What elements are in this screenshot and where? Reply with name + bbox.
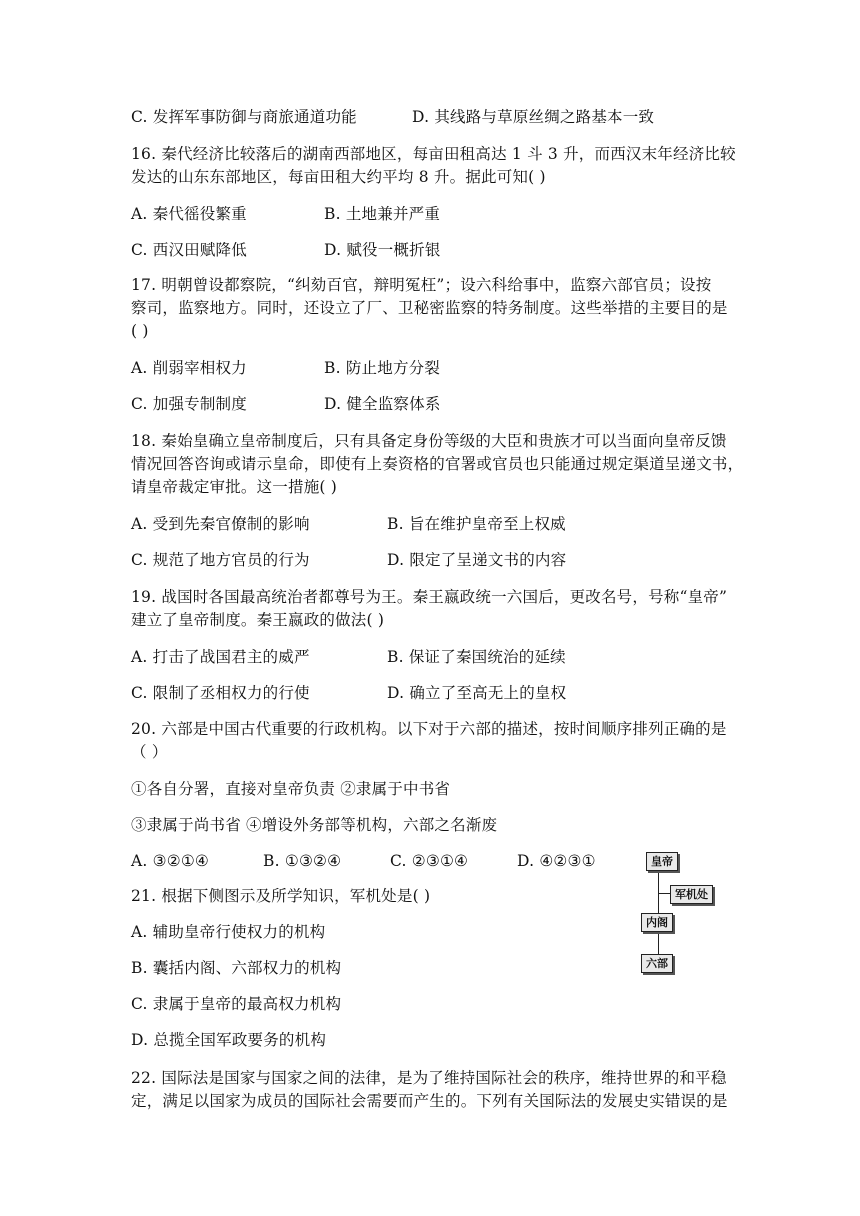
q21-option-c: C. 隶属于皇帝的最高权力机构 [131,995,342,1013]
q20-option-a: A. ③②①④ [131,852,210,870]
emperor-box: 皇帝 [646,852,678,871]
q21-option-b: B. 囊括内阁、六部权力的机构 [131,959,342,977]
q20-option-c: C. ②③①④ [390,852,469,870]
q18-option-a: A. 受到先秦官僚制的影响 [131,515,310,533]
q19-option-a: A. 打击了战国君主的威严 [131,648,310,666]
q16-option-c: C. 西汉田赋降低 [131,241,247,259]
neige-box: 内阁 [641,913,673,932]
q20-item-line2: ③隶属于尚书省 ④增设外务部等机构，六部之名渐废 [131,816,498,834]
q18-option-d: D. 限定了呈递文书的内容 [387,551,567,569]
q19-option-b: B. 保证了秦国统治的延续 [387,648,566,666]
q19-option-d: D. 确立了至高无上的皇权 [387,684,567,702]
q21-option-d: D. 总揽全国军政要务的机构 [131,1031,327,1049]
q18-option-c: C. 规范了地方官员的行为 [131,551,310,569]
q16-option-a: A. 秦代徭役繁重 [131,205,247,223]
q15-option-d: D. 其线路与草原丝绸之路基本一致 [412,108,655,126]
q16-stem-line2: 发达的山东东部地区，每亩田租大约平均 8 升。据此可知( ) [131,168,546,186]
q18-stem-line3: 请皇帝裁定审批。这一措施( ) [131,478,338,496]
q20-option-b: B. ①③②④ [263,852,342,870]
q19-stem-line2: 建立了皇帝制度。秦王嬴政的做法( ) [131,611,385,629]
q21-option-a: A. 辅助皇帝行使权力的机构 [131,923,326,941]
q20-stem-line1: 20. 六部是中国古代重要的行政机构。以下对于六部的描述，按时间顺序排列正确的是 [131,720,727,738]
junjichu-box: 军机处 [670,885,713,904]
q22-stem-line2: 定，满足以国家为成员的国际社会需要而产生的。下列有关国际法的发展史实错误的是 [131,1092,728,1110]
q17-option-b: B. 防止地方分裂 [324,359,441,377]
diagram-main-connector [658,869,659,913]
q21-stem-line1: 21. 根据下侧图示及所学知识，军机处是( ) [131,887,431,905]
q17-stem-line1: 17. 明朝曾设都察院，“纠劾百官，辩明冤枉”；设六科给事中，监察六部官员；设按 [131,276,712,294]
liubu-box: 六部 [641,954,673,973]
q17-option-c: C. 加强专制制度 [131,395,247,413]
diagram-lower-connector [658,932,659,954]
q16-option-d: D. 赋役一概折银 [324,241,441,259]
q16-stem-line1: 16. 秦代经济比较落后的湖南西部地区，每亩田租高达 1 斗 3 升，而西汉末年经济比较 [131,145,736,163]
q22-stem-line1: 22. 国际法是国家与国家之间的法律，是为了维持国际社会的秩序，维持世界的和平稳 [131,1069,727,1087]
q19-option-c: C. 限制了丞相权力的行使 [131,684,310,702]
hierarchy-diagram [636,850,726,980]
q20-stem-line2: （ ） [131,743,168,761]
q16-option-b: B. 土地兼并严重 [324,205,441,223]
q18-stem-line1: 18. 秦始皇确立皇帝制度后，只有具备定身份等级的大臣和贵族才可以当面向皇帝反馈 [131,432,727,450]
q17-stem-line2: 察司，监察地方。同时，还设立了厂、卫秘密监察的特务制度。这些举措的主要目的是 [131,299,728,317]
q20-option-d: D. ④②③① [517,852,596,870]
q17-option-d: D. 健全监察体系 [324,395,441,413]
q18-option-b: B. 旨在维护皇帝至上权威 [387,515,566,533]
q17-stem-line3: ( ) [131,322,149,340]
q15-option-c: C. 发挥军事防御与商旅通道功能 [131,108,357,126]
q18-stem-line2: 情况回答咨询或请示皇命，即使有上奏资格的官署或官员也只能通过规定渠道呈递文书， [131,455,744,473]
q17-option-a: A. 削弱宰相权力 [131,359,247,377]
q19-stem-line1: 19. 战国时各国最高统治者都尊号为王。秦王嬴政统一六国后，更改名号，号称“皇帝” [131,588,728,606]
diagram-branch-connector [658,893,670,894]
q20-item-line1: ①各自分署，直接对皇帝负责 ②隶属于中书省 [131,780,451,798]
